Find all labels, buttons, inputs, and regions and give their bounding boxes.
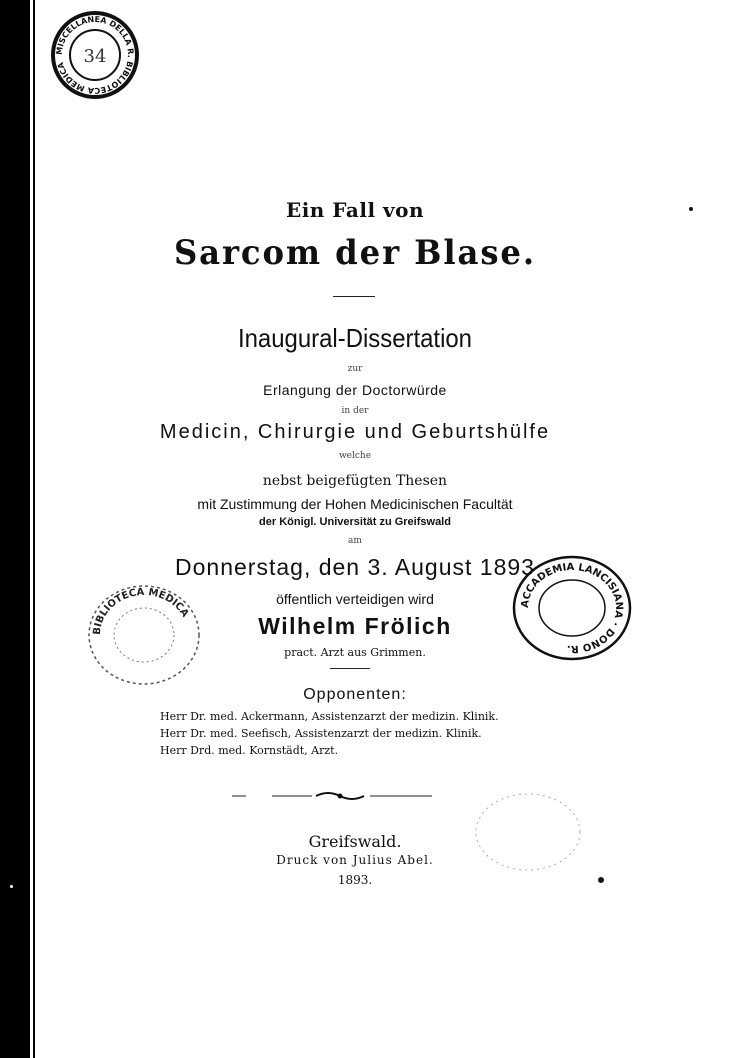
university-name: der Königl. Universität zu Greifswald: [259, 516, 451, 528]
scan-speck: [689, 207, 693, 211]
author-rule: [330, 668, 370, 669]
scan-border-line: [33, 0, 35, 1058]
connector-in-der: in der: [341, 406, 369, 416]
degree-purpose: Erlangung der Doctorwürde: [263, 382, 447, 398]
scan-border-left: [0, 0, 30, 1058]
title-rule: [333, 296, 375, 297]
opponents-heading: Opponenten:: [303, 686, 407, 703]
document-type: Inaugural-Dissertation: [237, 323, 472, 353]
author-role: pract. Arzt aus Grimmen.: [284, 646, 426, 659]
connector-zur: zur: [347, 364, 363, 374]
theses-note: nebst beigefügten Thesen: [262, 473, 448, 489]
defense-date: Donnerstag, den 3. August 1893: [175, 554, 535, 580]
author-name: Wilhelm Frölich: [258, 613, 452, 639]
stamp-text: ACCADEMIA LANCISIANA · DONO R.: [519, 561, 625, 655]
scan-speck: [10, 885, 13, 888]
opponent-entry: Herr Dr. med. Seefisch, Assistenzarzt der medizin. Klinik.: [160, 727, 482, 740]
title-prefix: Ein Fall von: [285, 198, 425, 222]
imprint-city: Greifswald.: [308, 832, 402, 851]
ornamental-divider: [232, 786, 444, 806]
connector-am: am: [348, 536, 362, 546]
imprint-printer: Druck von Julius Abel.: [276, 853, 434, 867]
defense-note: öffentlich verteidigen wird: [276, 591, 434, 607]
imprint-year: 1893.: [337, 873, 373, 887]
stamp-text: MISCELLANEA DELLA R. BIBLIOTECA MEDICA: [54, 14, 136, 96]
stamp-text: BIBLIOTECA MEDICA: [91, 586, 191, 636]
connector-welche: welche: [338, 451, 372, 461]
opponent-entry: Herr Dr. med. Ackermann, Assistenzarzt der medizin. Klinik.: [160, 710, 499, 723]
title-main: Sarcom der Blase.: [173, 233, 537, 273]
faculty-consent: mit Zustimmung der Hohen Medicinischen Facultät: [197, 496, 513, 512]
faculty-fields: Medicin, Chirurgie und Geburtshülfe: [159, 421, 551, 443]
library-stamp-top-left: [50, 10, 140, 100]
stamp-number: 34: [83, 46, 107, 67]
opponent-entry: Herr Drd. med. Kornstädt, Arzt.: [160, 744, 339, 757]
